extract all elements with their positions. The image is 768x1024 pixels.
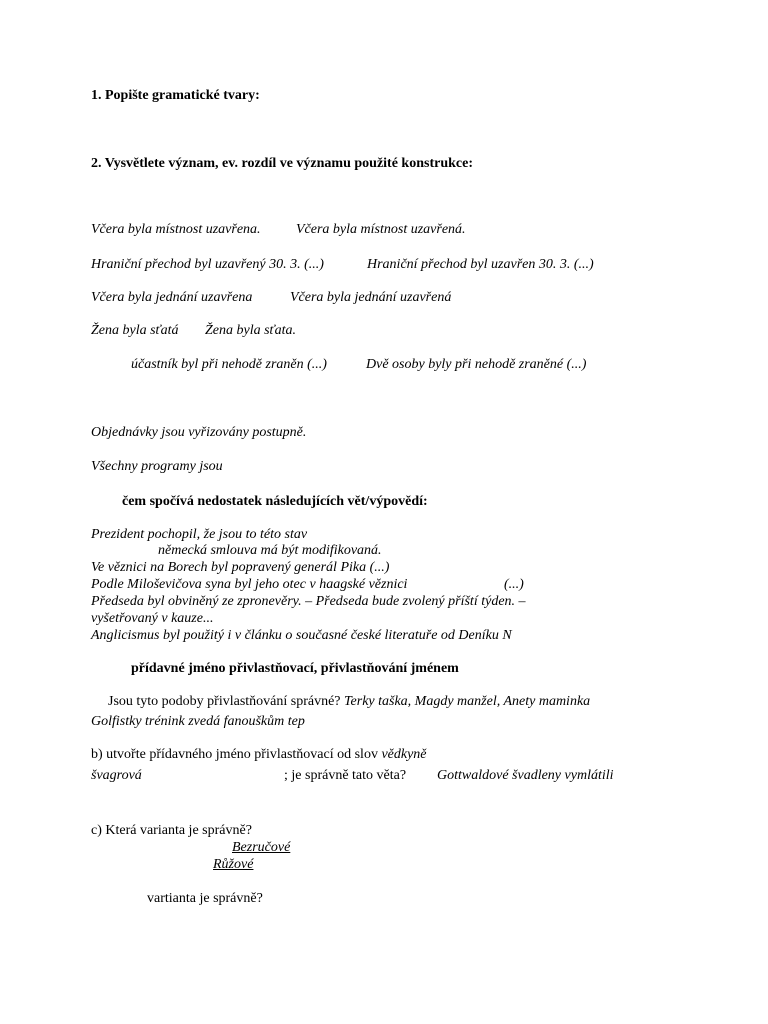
- deficient-line-5: Předseda byl obviněný ze zpronevěry. – Předseda bude zvolený příští týden. –: [91, 594, 526, 609]
- pair-4-b: Žena byla sťata.: [205, 323, 297, 338]
- deficient-line-2: německá smlouva má být modifikovaná.: [158, 543, 382, 558]
- pair-2-a: Hraniční přechod byl uzavřený 30. 3. (...): [91, 257, 324, 272]
- passive-line-2: Všechny programy jsou: [91, 459, 223, 474]
- pair-2-b: Hraniční přechod byl uzavřen 30. 3. (...): [367, 257, 594, 272]
- pair-4-a: Žena byla sťatá: [91, 323, 179, 338]
- possessive-b-line: [91, 746, 427, 763]
- possessive-q1-prefix: Jsou tyto podoby přivlastňování správné?: [108, 694, 341, 709]
- deficient-line-1: Prezident pochopil, že jsou to této stav: [91, 527, 308, 542]
- pair-5-b: Dvě osoby byly při nehodě zraněné (...): [366, 357, 587, 372]
- deficient-line-4b: (...): [504, 577, 524, 592]
- heading-3: čem spočívá nedostatek následujících vět/výpovědí:: [122, 494, 428, 509]
- heading-2: 2. Vysvětlete význam, ev. rozdíl ve významu použité konstrukce:: [91, 156, 473, 171]
- heading-4: přídavné jméno přivlastňovací, přivlastňování jménem: [131, 661, 459, 676]
- deficient-line-7: Anglicismus byl použitý i v článku o současné české literatuře od Deníku N: [91, 628, 512, 643]
- passive-line-1: Objednávky jsou vyřizovány postupně.: [91, 425, 307, 440]
- deficient-line-3: Ve věznici na Borech byl popravený generál Pika (...): [91, 560, 390, 575]
- pair-3-a: Včera byla jednání uzavřena: [91, 290, 253, 305]
- deficient-line-6: vyšetřovaný v kauze...: [91, 611, 214, 626]
- possessive-c-last: vartianta je správně?: [147, 891, 263, 906]
- possessive-b-sentence: Gottwaldové švadleny vymlátili: [437, 768, 614, 783]
- pair-5-a: účastník byl při nehodě zraněn (...): [131, 357, 327, 372]
- possessive-q1-line-2: Golfistky trénink zvedá fanouškům tep: [91, 714, 305, 729]
- possessive-q1-examples: Terky taška, Magdy manžel, Anety maminka: [344, 694, 591, 709]
- possessive-c-option-2: Růžové: [213, 857, 254, 872]
- possessive-b-question: ; je správně tato věta?: [284, 768, 407, 783]
- pair-3-b: Včera byla jednání uzavřená: [290, 290, 452, 305]
- possessive-b-word-1: vědkyně: [381, 747, 427, 762]
- possessive-q1: [108, 693, 590, 710]
- possessive-b-word-2: švagrová: [91, 768, 142, 783]
- possessive-b-prefix: b) utvořte přídavného jméno přivlastňovací od slov: [91, 747, 378, 762]
- heading-1: 1. Popište gramatické tvary:: [91, 88, 260, 103]
- pair-1-a: Včera byla místnost uzavřena.: [91, 222, 261, 237]
- possessive-c-question: c) Která varianta je správně?: [91, 823, 252, 838]
- pair-1-b: Včera byla místnost uzavřená.: [296, 222, 466, 237]
- possessive-c-option-1: Bezručové: [232, 840, 291, 855]
- deficient-line-4a: Podle Miloševičova syna byl jeho otec v haagské věznici: [91, 577, 408, 592]
